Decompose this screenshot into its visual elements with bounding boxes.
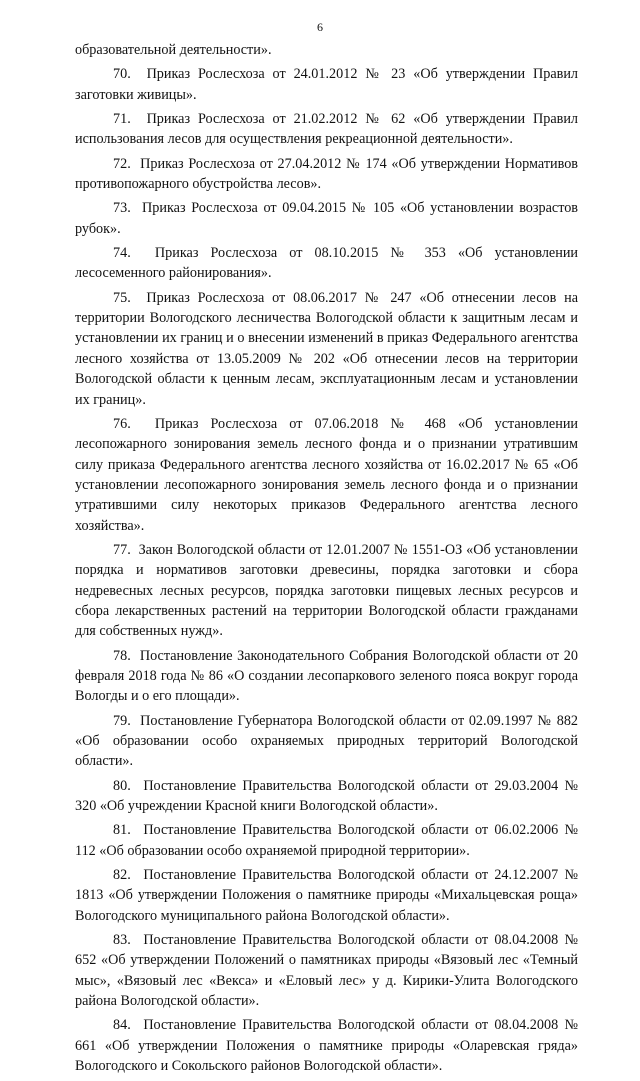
item-number: 80. — [113, 777, 131, 794]
list-item — [75, 711, 578, 772]
continuation-text: образовательной деятельности». — [75, 42, 272, 58]
list-item — [75, 288, 578, 410]
item-text: Постановление Правительства Вологодской области от 08.04.2008 № 661 «Об утверждении Положения о памятнике природы «Оларевская гряда» Вологодского и Сокольского районов Вологодской области». — [75, 1017, 579, 1075]
item-text: Постановление Законодательного Собрания Вологодской области от 20 февраля 2018 года № 86 «О создании лесопаркового зеленого пояса вокруг города Вологды и о его площади». — [75, 647, 578, 705]
item-text: Приказ Рослесхоза от 08.06.2017 № 247 «Об отнесении лесов на территории Вологодского лесничества Вологодской области к защитным лесам и установлении их границ и о внесении изменений в приказ Федерального агентства лесного хозяйства от 13.05.2009 № 202 «Об отнесении лесов на территории Вологодской области к ценным лесам, эксплуатационным лесам и установлении их границ». — [75, 289, 578, 408]
item-text: Приказ Рослесхоза от 07.06.2018 № 468 «Об установлении лесопожарного зонирования земель лесного фонда и о признании утратившим силу приказа Федерального агентства лесного хозяйства от 16.02.2017 № 65 «Об установлении лесопожарного зонирования земель лесного фонда и о признании утратившими силу некоторых приказов Федерального агентства лесного хозяйства». — [75, 415, 579, 534]
item-text: Постановление Правительства Вологодской области от 29.03.2004 № 320 «Об учреждении Красной книги Вологодской области». — [75, 777, 579, 815]
item-number: 83. — [113, 932, 131, 949]
item-number: 81. — [113, 822, 131, 839]
item-number: 75. — [113, 289, 131, 306]
item-text: Приказ Рослесхоза от 27.04.2012 № 174 «Об утверждении Нормативов противопожарного обустройства лесов». — [75, 155, 579, 193]
page-number: 6 — [317, 20, 323, 34]
item-text: Постановление Губернатора Вологодской области от 02.09.1997 № 882 «Об образовании особо охраняемых природных территорий Вологодской области». — [75, 712, 578, 770]
list-item — [75, 154, 578, 195]
list-item — [75, 820, 578, 861]
item-number: 70. — [113, 66, 131, 83]
item-text: Приказ Рослесхоза от 08.10.2015 № 353 «Об установлении лесосеменного районирования». — [75, 245, 579, 282]
item-number: 78. — [113, 647, 131, 664]
list-item — [75, 776, 578, 817]
item-text: Постановление Правительства Вологодской области от 06.02.2006 № 112 «Об образовании особо охраняемой природной территории». — [75, 822, 579, 859]
item-text: Приказ Рослесхоза от 09.04.2015 № 105 «Об установлении возрастов рубок». — [75, 200, 579, 237]
document-body — [75, 40, 578, 1081]
item-number: 77. — [113, 541, 131, 558]
list-item — [75, 1015, 578, 1076]
item-text: Закон Вологодской области от 12.01.2007 № 1551-ОЗ «Об установлении порядка и нормативов заготовки древесины, порядка заготовки и сбора недревесных лесных ресурсов, порядка заготовки пищевых лесных ресурсов и сбора лекарственных растений на территории Вологодской области гражданами для собственных нужд». — [75, 541, 578, 640]
item-text: Постановление Правительства Вологодской области от 24.12.2007 № 1813 «Об утверждении Положения о памятнике природы «Михальцевская роща» Вологодского муниципального района Вологодской области». — [75, 867, 579, 924]
item-number: 82. — [113, 867, 131, 884]
item-text: Постановление Правительства Вологодской области от 08.04.2008 № 652 «Об утверждении Положений о памятниках природы «Вязовый лес «Темный мыс», «Вязовый лес «Векса» и «Еловый лес» у д. Кирики-Улита Вологодского района Вологодской области». — [75, 932, 579, 1010]
item-number: 73. — [113, 200, 131, 217]
item-number: 71. — [113, 111, 131, 128]
list-item — [75, 646, 578, 707]
list-item — [75, 865, 578, 926]
list-item — [75, 64, 578, 105]
list-item — [75, 243, 578, 284]
numbered-list — [75, 64, 578, 1076]
item-number: 76. — [113, 415, 131, 432]
item-text: Приказ Рослесхоза от 21.02.2012 № 62 «Об утверждении Правил использования лесов для осуществления рекреационной деятельности». — [75, 111, 579, 148]
list-item — [75, 930, 578, 1011]
list-item — [75, 198, 578, 239]
list-item — [75, 109, 578, 150]
list-item — [75, 414, 578, 536]
item-number: 79. — [113, 712, 131, 729]
item-text: Приказ Рослесхоза от 24.01.2012 № 23 «Об утверждении Правил заготовки живицы». — [75, 66, 579, 103]
item-number: 72. — [113, 155, 131, 172]
item-number: 84. — [113, 1017, 131, 1034]
list-item — [75, 540, 578, 642]
item-number: 74. — [113, 245, 131, 262]
